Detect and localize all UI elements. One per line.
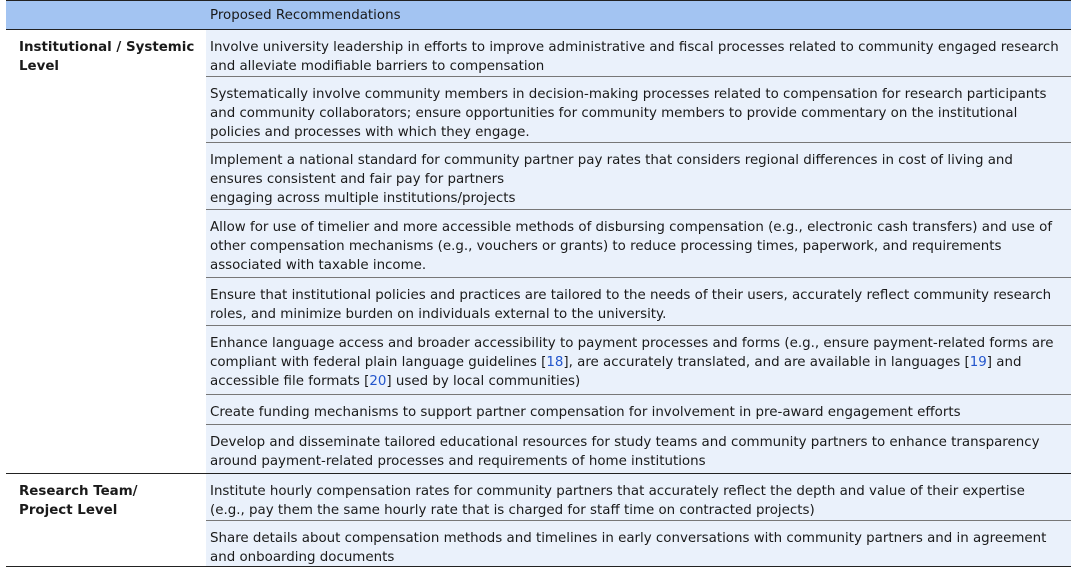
recommendation-text-continued: engaging across multiple institutions/projects bbox=[210, 191, 516, 206]
recommendation-text: ] and accessible file formats [ bbox=[210, 355, 1022, 389]
section-institutional bbox=[6, 30, 1071, 474]
table-header bbox=[6, 1, 1071, 30]
recommendations-table bbox=[6, 0, 1071, 567]
recommendation-item: Allow for use of timelier and more accessible methods of disbursing compensation (e.g., electronic cash transfers) and use of other compensation mechanisms (e.g., vouchers or grants) to reduce processing times, paperwork, and requirements associated with taxable income. bbox=[206, 210, 1071, 278]
level-label-research-team bbox=[6, 474, 206, 566]
level-label-institutional: Institutional / Systemic Level bbox=[6, 30, 206, 473]
recommendation-item: Ensure that institutional policies and practices are tailored to the needs of their users, accurately reflect community research roles, and minimize burden on individuals external to the university. bbox=[206, 278, 1071, 326]
level-label-line: Project Level bbox=[19, 503, 118, 518]
recommendation-item bbox=[206, 326, 1071, 395]
recommendation-list bbox=[206, 30, 1071, 473]
header-recommendations-cell: Proposed Recommendations bbox=[210, 7, 401, 23]
citation-link-18[interactable]: 18 bbox=[546, 355, 564, 370]
recommendation-text: Enhance language access and broader accessibility to payment processes and forms (e.g., ensure payment-related forms are compliant with federal plain language guidelines [ bbox=[210, 336, 1054, 370]
recommendation-item: Involve university leadership in efforts to improve administrative and fiscal processes related to community engaged research and alleviate modifiable barriers to compensation bbox=[206, 30, 1071, 77]
recommendation-item: Create funding mechanisms to support partner compensation for involvement in pre-award engagement efforts bbox=[206, 395, 1071, 425]
section-research-team bbox=[6, 474, 1071, 566]
recommendation-item: Share details about compensation methods and timelines in early conversations with community partners and in agreement and onboarding documents bbox=[210, 531, 1047, 565]
recommendation-text: ] used by local communities) bbox=[386, 374, 581, 389]
recommendation-item: Systematically involve community members in decision-making processes related to compensation for research participants and community collaborators; ensure opportunities for community members to provide commentary on the institutional policies and processes with which they engage. bbox=[206, 77, 1071, 143]
level-label-line: Research Team/ bbox=[19, 484, 138, 499]
recommendation-text: Implement a national standard for community partner pay rates that considers regional differences in cost of living and ensures consistent and fair pay for partners bbox=[210, 153, 1013, 187]
recommendation-item bbox=[206, 143, 1071, 210]
recommendation-list bbox=[206, 474, 1071, 566]
citation-link-20[interactable]: 20 bbox=[369, 374, 387, 389]
recommendation-text: ], are accurately translated, and are available in languages [ bbox=[563, 355, 970, 370]
citation-link-19[interactable]: 19 bbox=[969, 355, 987, 370]
recommendation-item: Institute hourly compensation rates for community partners that accurately reflect the depth and value of their expertise (e.g., pay them the same hourly rate that is charged for staff time on contracted projects) bbox=[206, 474, 1071, 521]
recommendation-item: Develop and disseminate tailored educational resources for study teams and community partners to enhance transparency around payment-related processes and requirements of home institutions bbox=[210, 435, 1040, 469]
